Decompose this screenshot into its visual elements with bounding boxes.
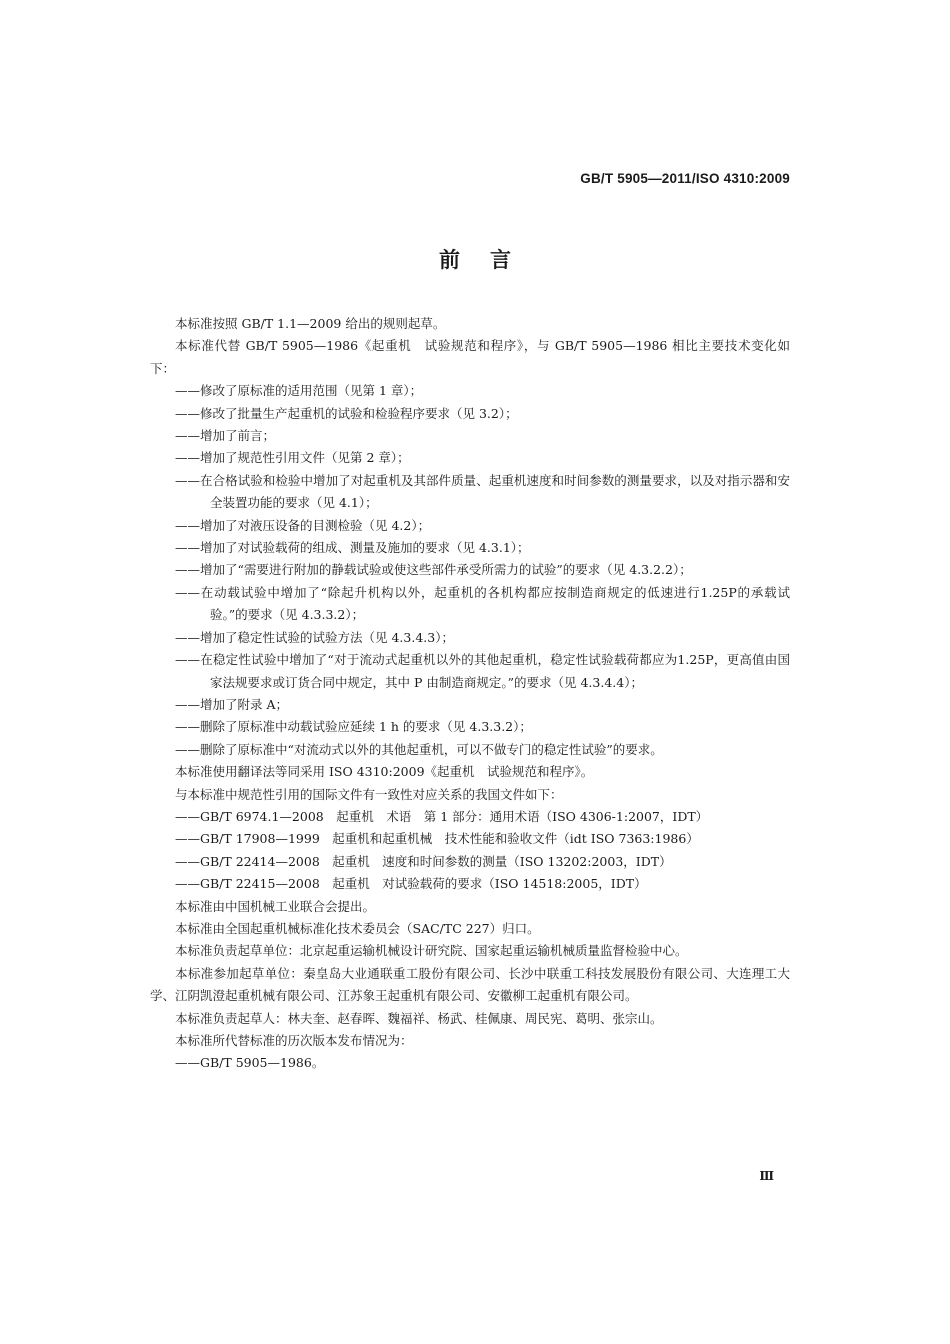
history-item: ——GB/T 5905—1986。: [175, 1055, 325, 1071]
paragraph-committee: 本标准由全国起重机械标准化技术委员会（SAC/TC 227）归口。: [175, 920, 540, 936]
paragraph-replacement: 本标准代替 GB/T 5905—1986《起重机 试验规范和程序》，与 GB/T 5905—1986 相比主要技术变化如下：: [150, 338, 790, 376]
page-title: 前言: [439, 248, 541, 272]
paragraph-drafting-rule: 本标准按照 GB/T 1.1—2009 给出的规则起草。: [175, 316, 446, 331]
reference-item: ——GB/T 22414—2008 起重机 速度和时间参数的测量（ISO 13202:2003，IDT）: [175, 853, 672, 869]
paragraph-proposer: 本标准由中国机械工业联合会提出。: [175, 898, 376, 914]
change-item: ——增加了附录 A；: [175, 696, 289, 712]
page-number: Ⅲ: [759, 1169, 774, 1183]
change-item: ——在稳定性试验中增加了“对于流动式起重机以外的其他起重机，稳定性试验载荷都应为1.25P，更高值由国家法规要求或订货合同中规定，其中 P 由制造商规定。”的要求（见 4.3.4.4）；: [175, 652, 790, 690]
reference-item: ——GB/T 6974.1—2008 起重机 术语 第 1 部分：通用术语（ISO 4306-1:2007，IDT）: [175, 808, 709, 824]
paragraph-participating-drafters: 本标准参加起草单位：秦皇岛大业通联重工股份有限公司、长沙中联重工科技发展股份有限公司、大连理工大学、江阴凯澄起重机械有限公司、江苏象王起重机有限公司、安徽柳工起重机有限公司。: [150, 965, 790, 1004]
paragraph-reference-intro: 与本标准中规范性引用的国际文件有一致性对应关系的我国文件如下：: [175, 786, 563, 802]
change-item: ——增加了对液压设备的目测检验（见 4.2）；: [175, 517, 431, 533]
foreword-body: [150, 313, 790, 1075]
reference-item: ——GB/T 22415—2008 起重机 对试验载荷的要求（ISO 14518:2005，IDT）: [175, 876, 647, 892]
change-item: ——修改了批量生产起重机的试验和检验程序要求（见 3.2）；: [175, 405, 518, 421]
change-item: ——在合格试验和检验中增加了对起重机及其部件质量、起重机速度和时间参数的测量要求，以及对指示器和安全装置功能的要求（见 4.1）；: [175, 472, 790, 511]
change-item: ——删除了原标准中动载试验应延续 1 h 的要求（见 4.3.3.2）；: [175, 719, 532, 735]
paragraph-drafting-persons: 本标准负责起草人：林夫奎、赵春晖、魏福祥、杨武、桂佩康、周民宪、葛明、张宗山。: [175, 1010, 663, 1026]
paragraph-history-intro: 本标准所代替标准的历次版本发布情况为：: [175, 1033, 413, 1048]
change-item: ——删除了原标准中“对流动式以外的其他起重机，可以不做专门的稳定性试验”的要求。: [175, 741, 663, 757]
change-item: ——修改了原标准的适用范围（见第 1 章）；: [175, 383, 423, 399]
paragraph-iso-adoption: 本标准使用翻译法等同采用 ISO 4310:2009《起重机 试验规范和程序》。: [175, 764, 594, 780]
change-item: ——增加了稳定性试验的试验方法（见 4.3.4.3）；: [175, 629, 454, 645]
change-item: ——在动载试验中增加了“除起升机构以外，起重机的各机构都应按制造商规定的低速进行1.25P的承载试验。”的要求（见 4.3.3.2）；: [175, 584, 790, 623]
standard-code-header: GB/T 5905—2011/ISO 4310:2009: [580, 171, 790, 186]
change-item: ——增加了“需要进行附加的静载试验或使这些部件承受所需力的试验”的要求（见 4.3.2.2）；: [175, 562, 692, 578]
paragraph-lead-drafters: 本标准负责起草单位：北京起重运输机械设计研究院、国家起重运输机械质量监督检验中心。: [175, 943, 688, 959]
reference-item: ——GB/T 17908—1999 起重机和起重机械 技术性能和验收文件（idt ISO 7363:1986）: [175, 831, 699, 847]
change-item: ——增加了对试验载荷的组成、测量及施加的要求（见 4.3.1）；: [175, 540, 530, 556]
change-item: ——增加了规范性引用文件（见第 2 章）；: [175, 450, 410, 466]
change-item: ——增加了前言；: [175, 428, 276, 444]
